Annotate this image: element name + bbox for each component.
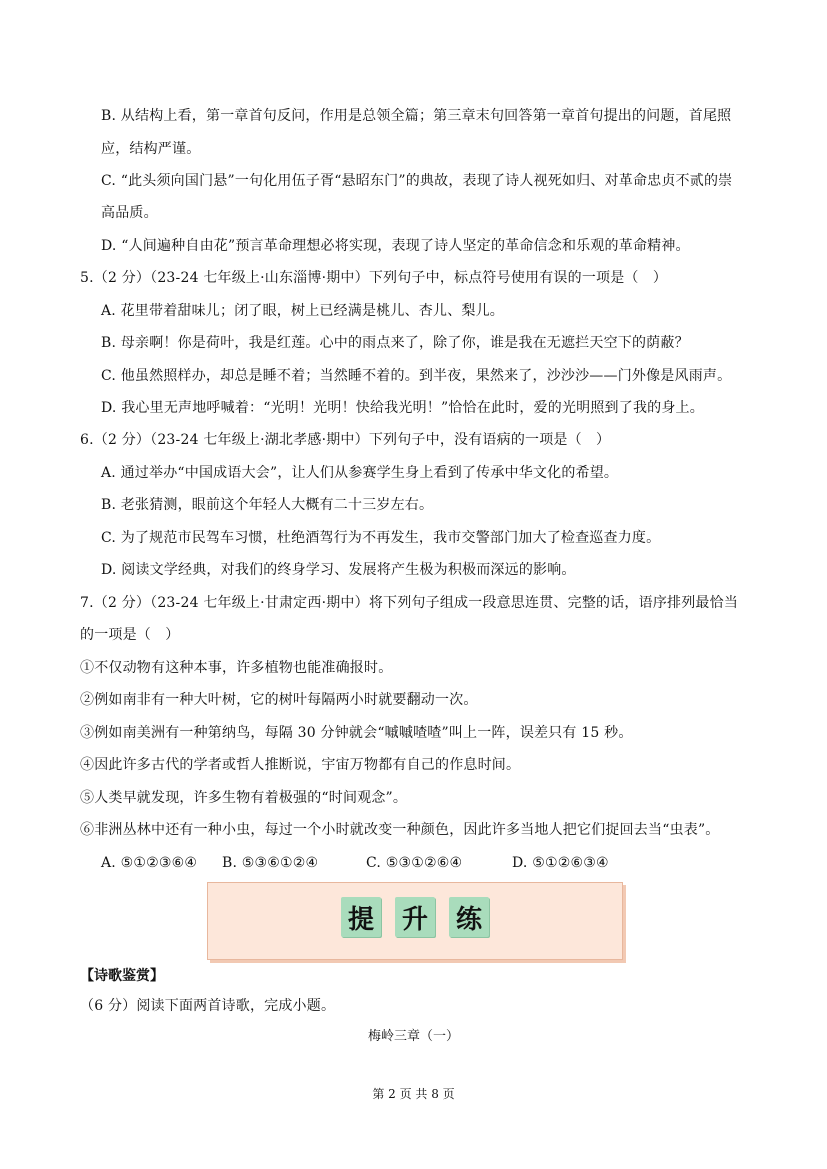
- section-intro: （6 分）阅读下面两首诗歌，完成小题。: [80, 998, 336, 1014]
- q5-option-b: B. 母亲啊！你是荷叶，我是红莲。心中的雨点来了，除了你，谁是我在无遮拦天空下的荫蔽？: [101, 335, 689, 351]
- q7-sentence-1: ①不仅动物有这种本事，许多植物也能准确报时。: [80, 660, 393, 676]
- q6-option-b: B. 老张猜测，眼前这个年轻人大概有二十三岁左右。: [101, 497, 434, 513]
- q7-sentence-3: ③例如南美洲有一种第纳鸟，每隔 30 分钟就会“嘁嘁喳喳”叫上一阵，误差只有 15 秒。: [80, 725, 633, 741]
- section-banner: [207, 882, 623, 960]
- question-6-stem: 6.（2 分）（23-24 七年级上·湖北孝感·期中）下列句子中，没有语病的一项是（ ）: [80, 432, 611, 448]
- banner-char: 提: [341, 897, 381, 937]
- q6-option-a: A. 通过举办“中国成语大会”，让人们从参赛学生身上看到了传承中华文化的希望。: [101, 465, 619, 481]
- q5-option-d: D. 我心里无声地呼喊着：“光明！光明！快给我光明！”恰恰在此时，爱的光明照到了我的身上。: [101, 400, 704, 416]
- q4-option-d: D. “人间遍种自由花”预言革命理想必将实现，表现了诗人坚定的革命信念和乐观的革命精神。: [101, 238, 690, 254]
- q4-option-c-line1: C. “此头须向国门悬”一句化用伍子胥“悬昭东门”的典故，表现了诗人视死如归、对革命忠贞不贰的崇: [101, 173, 733, 189]
- question-7-stem-line1: 7.（2 分）（23-24 七年级上·甘肃定西·期中）将下列句子组成一段意思连贯、完整的话，语序排列最恰当: [80, 595, 739, 611]
- banner-char: 升: [395, 897, 435, 937]
- section-title: 【诗歌鉴赏】: [80, 968, 164, 984]
- banner-char: 练: [449, 897, 489, 937]
- q6-option-d: D. 阅读文学经典，对我们的终身学习、发展将产生极为积极而深远的影响。: [101, 562, 576, 578]
- q7-sentence-4: ④因此许多古代的学者或哲人推断说，宇宙万物都有自己的作息时间。: [80, 757, 521, 773]
- q7-option-d: D. ⑤①②⑥③④: [512, 855, 609, 871]
- q6-option-c: C. 为了规范市民驾车习惯，杜绝酒驾行为不再发生，我市交警部门加大了检查巡查力度。: [101, 530, 661, 546]
- q4-option-c-line2: 高品质。: [101, 205, 158, 221]
- question-5-stem: 5.（2 分）（23-24 七年级上·山东淄博·期中）下列句子中，标点符号使用有误的一项是（ ）: [80, 270, 668, 286]
- q7-option-a: A. ⑤①②③⑥④: [101, 855, 198, 871]
- q7-sentence-6: ⑥非洲丛林中还有一种小虫，每过一个小时就改变一种颜色，因此许多当地人把它们捉回去当“虫表”。: [80, 822, 720, 838]
- question-7-stem-line2: 的一项是（ ）: [80, 627, 180, 643]
- q4-option-b-line2: 应，结构严谨。: [101, 141, 201, 157]
- poem-title: 梅岭三章（一）: [367, 1029, 459, 1044]
- q7-option-b: B. ⑤③⑥①②④: [222, 855, 319, 871]
- q5-option-c: C. 他虽然照样办，却总是睡不着；当然睡不着的。到半夜，果然来了，沙沙沙——门外像是风雨声。: [101, 368, 732, 384]
- page-footer: 第 2 页 共 8 页: [372, 1087, 455, 1101]
- q7-option-c: C. ⑤③①②⑥④: [366, 855, 463, 871]
- q7-sentence-5: ⑤人类早就发现，许多生物有着极强的“时间观念”。: [80, 790, 408, 806]
- q4-option-b-line1: B. 从结构上看，第一章首句反问，作用是总领全篇；第三章末句回答第一章首句提出的问题，首尾照: [101, 108, 732, 124]
- q5-option-a: A. 花里带着甜味儿；闭了眼，树上已经满是桃儿、杏儿、梨儿。: [101, 303, 505, 319]
- q7-sentence-2: ②例如南非有一种大叶树，它的树叶每隔两小时就要翻动一次。: [80, 692, 478, 708]
